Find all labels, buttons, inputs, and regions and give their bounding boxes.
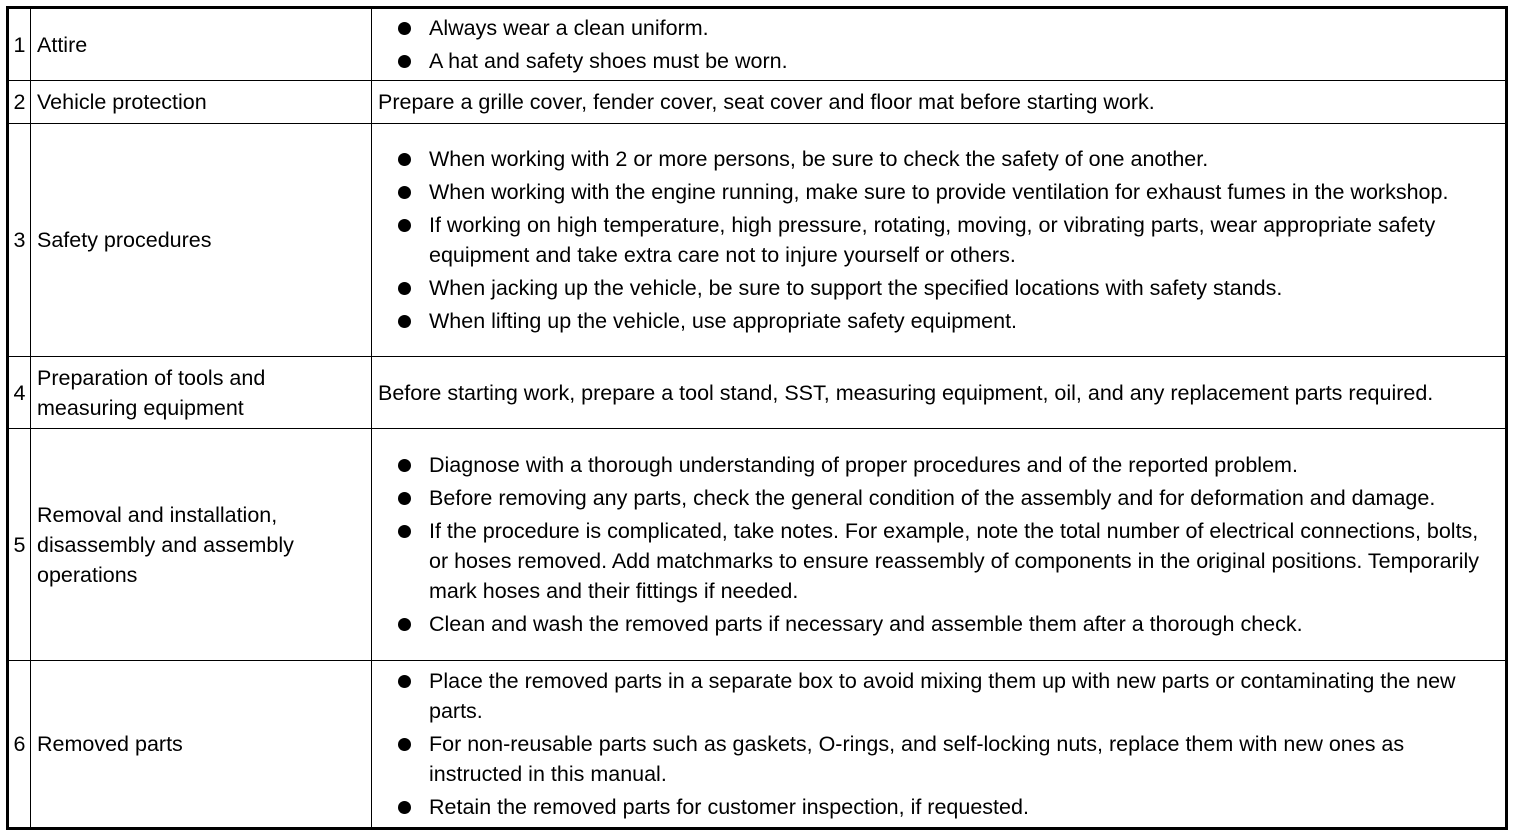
bullet-dot-icon bbox=[398, 738, 411, 751]
bullet-list bbox=[378, 450, 1499, 639]
bullet-text: A hat and safety shoes must be worn. bbox=[429, 49, 788, 73]
bullet-dot-icon bbox=[398, 282, 411, 295]
bullet-text: Always wear a clean uniform. bbox=[429, 16, 709, 40]
table-row bbox=[9, 9, 1506, 81]
bullet-dot-icon bbox=[398, 525, 411, 538]
row-number: 1 bbox=[9, 9, 31, 81]
bullet-text: When jacking up the vehicle, be sure to support the specified locations with safety stands. bbox=[429, 276, 1283, 300]
table-row bbox=[9, 124, 1506, 357]
row-description bbox=[372, 429, 1506, 661]
row-item: Safety procedures bbox=[31, 124, 372, 357]
table-row bbox=[9, 81, 1506, 124]
row-description bbox=[372, 124, 1506, 357]
row-number: 3 bbox=[9, 124, 31, 357]
list-item bbox=[378, 210, 1499, 270]
row-number: 6 bbox=[9, 661, 31, 828]
row-item: Removal and installation, disassembly and assembly operations bbox=[31, 429, 372, 661]
table-row bbox=[9, 661, 1506, 828]
bullet-text: When working with 2 or more persons, be sure to check the safety of one another. bbox=[429, 147, 1209, 171]
row-number: 2 bbox=[9, 81, 31, 124]
bullet-dot-icon bbox=[398, 153, 411, 166]
bullet-dot-icon bbox=[398, 22, 411, 35]
list-item bbox=[378, 729, 1499, 789]
row-item: Removed parts bbox=[31, 661, 372, 828]
bullet-list bbox=[378, 144, 1499, 336]
list-item bbox=[378, 792, 1499, 822]
bullet-dot-icon bbox=[398, 618, 411, 631]
bullet-text: If working on high temperature, high pressure, rotating, moving, or vibrating parts, wear appropriate safety equipment and take extra care not to injure yourself or others. bbox=[429, 213, 1436, 267]
bullet-dot-icon bbox=[398, 219, 411, 232]
list-item bbox=[378, 46, 1499, 76]
bullet-list bbox=[378, 13, 1499, 76]
row-number: 4 bbox=[9, 357, 31, 429]
list-item bbox=[378, 306, 1499, 336]
bullet-dot-icon bbox=[398, 492, 411, 505]
bullet-list bbox=[378, 666, 1499, 822]
row-description bbox=[372, 661, 1506, 828]
row-item: Attire bbox=[31, 9, 372, 81]
list-item bbox=[378, 483, 1499, 513]
bullet-text: If the procedure is complicated, take notes. For example, note the total number of electrical connections, bolts, or hoses removed. Add matchmarks to ensure reassembly of components in the original positions. Temporarily mark hoses and their fittings if needed. bbox=[429, 519, 1480, 603]
bullet-dot-icon bbox=[398, 675, 411, 688]
table-row bbox=[9, 429, 1506, 661]
bullet-text: When lifting up the vehicle, use appropriate safety equipment. bbox=[429, 309, 1018, 333]
list-item bbox=[378, 13, 1499, 43]
list-item bbox=[378, 144, 1499, 174]
bullet-text: Before removing any parts, check the general condition of the assembly and for deformation and damage. bbox=[429, 486, 1436, 510]
row-item: Vehicle protection bbox=[31, 81, 372, 124]
list-item bbox=[378, 450, 1499, 480]
row-item: Preparation of tools and measuring equipment bbox=[31, 357, 372, 429]
list-item bbox=[378, 516, 1499, 606]
row-description: Before starting work, prepare a tool stand, SST, measuring equipment, oil, and any replacement parts required. bbox=[372, 357, 1506, 429]
list-item bbox=[378, 273, 1499, 303]
row-description: Prepare a grille cover, fender cover, seat cover and floor mat before starting work. bbox=[372, 81, 1506, 124]
bullet-text: Clean and wash the removed parts if necessary and assemble them after a thorough check. bbox=[429, 612, 1303, 636]
table-row bbox=[9, 357, 1506, 429]
list-item bbox=[378, 609, 1499, 639]
bullet-dot-icon bbox=[398, 801, 411, 814]
list-item bbox=[378, 177, 1499, 207]
list-item bbox=[378, 666, 1499, 726]
bullet-dot-icon bbox=[398, 186, 411, 199]
bullet-text: Retain the removed parts for customer inspection, if requested. bbox=[429, 795, 1029, 819]
row-number: 5 bbox=[9, 429, 31, 661]
precautions-table bbox=[8, 8, 1506, 828]
bullet-text: Place the removed parts in a separate box to avoid mixing them up with new parts or contaminating the new parts. bbox=[429, 669, 1456, 723]
bullet-text: Diagnose with a thorough understanding of proper procedures and of the reported problem. bbox=[429, 453, 1298, 477]
row-description bbox=[372, 9, 1506, 81]
bullet-dot-icon bbox=[398, 315, 411, 328]
bullet-dot-icon bbox=[398, 459, 411, 472]
bullet-dot-icon bbox=[398, 55, 411, 68]
bullet-text: When working with the engine running, make sure to provide ventilation for exhaust fumes in the workshop. bbox=[429, 180, 1449, 204]
bullet-text: For non-reusable parts such as gaskets, O-rings, and self-locking nuts, replace them with new ones as instructed in this manual. bbox=[429, 732, 1405, 786]
